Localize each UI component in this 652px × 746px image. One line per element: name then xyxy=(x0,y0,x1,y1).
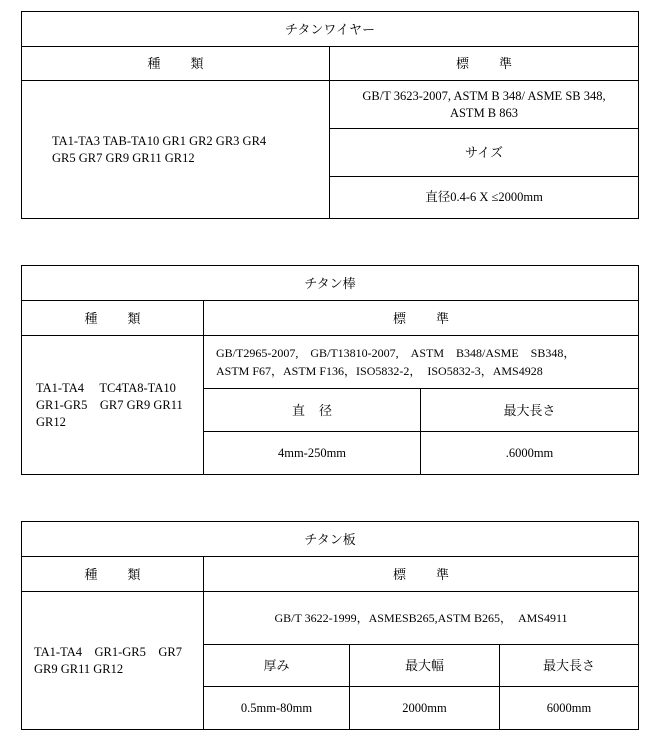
bar-diameter-label: 直 径 xyxy=(204,389,421,432)
wire-types: TA1-TA3 TAB-TA10 GR1 GR2 GR3 GR4 GR5 GR7 GR9 GR11 GR12 xyxy=(22,81,330,219)
titanium-wire-table xyxy=(21,11,639,219)
plate-max-length-value: 6000mm xyxy=(500,687,639,730)
plate-thickness-label: 厚み xyxy=(204,645,350,687)
wire-title: チタンワイヤー xyxy=(22,12,639,47)
plate-max-width-label: 最大幅 xyxy=(350,645,500,687)
bar-types: TA1-TA4 TC4TA8-TA10 GR1-GR5 GR7 GR9 GR11 GR12 xyxy=(22,336,204,475)
bar-standard-line-2: ASTM F67，ASTM F136，ISO5832-2， ISO5832-3，AMS4928 xyxy=(216,364,543,378)
plate-thickness-value: 0.5mm-80mm xyxy=(204,687,350,730)
bar-type-header: 種 類 xyxy=(22,301,204,336)
wire-size-value: 直径0.4-6 X ≤2000mm xyxy=(330,177,639,219)
bar-title: チタン棒 xyxy=(22,266,639,301)
plate-standard: GB/T 3622-1999，ASMESB265,ASTM B265， AMS4911 xyxy=(204,592,639,645)
plate-types: TA1-TA4 GR1-GR5 GR7 GR9 GR11 GR12 xyxy=(22,592,204,730)
titanium-plate-table xyxy=(21,521,639,730)
bar-standard-line-1: GB/T2965-2007, GB/T13810-2007, ASTM B348/ASME SB348， xyxy=(216,346,576,360)
bar-max-length-label: 最大長さ xyxy=(421,389,639,432)
titanium-bar-table xyxy=(21,265,639,475)
plate-type-header: 種 類 xyxy=(22,557,204,592)
wire-standard: GB/T 3623-2007, ASTM B 348/ ASME SB 348, ASTM B 863 xyxy=(330,81,639,129)
plate-standard-header: 標 準 xyxy=(204,557,639,592)
bar-standard xyxy=(204,336,639,389)
bar-max-length-value: .6000mm xyxy=(421,432,639,475)
plate-max-length-label: 最大長さ xyxy=(500,645,639,687)
wire-standard-header: 標 準 xyxy=(330,47,639,81)
wire-size-label: サイズ xyxy=(330,129,639,177)
bar-standard-header: 標 準 xyxy=(204,301,639,336)
plate-title: チタン板 xyxy=(22,522,639,557)
plate-max-width-value: 2000mm xyxy=(350,687,500,730)
wire-type-header: 種 類 xyxy=(22,47,330,81)
bar-diameter-value: 4mm-250mm xyxy=(204,432,421,475)
